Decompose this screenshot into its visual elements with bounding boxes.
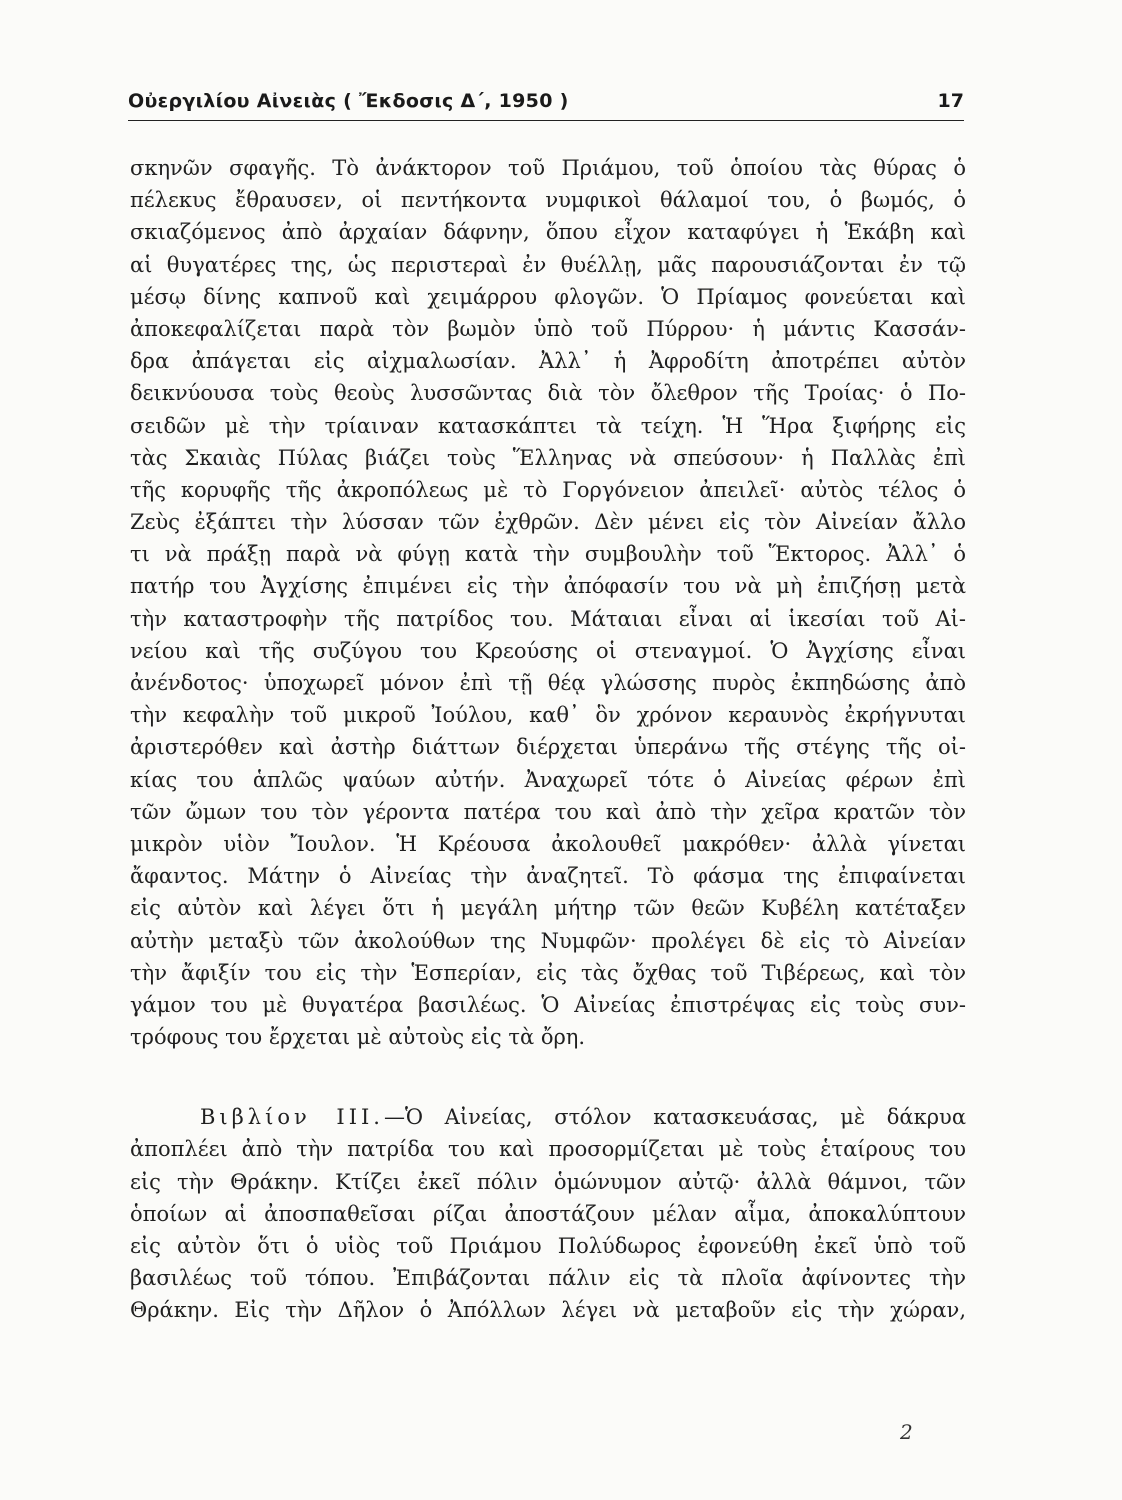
running-header: [128, 86, 964, 121]
text-line: ἀριστερόθεν καὶ ἀστὴρ διάττων διέρχεται ὑπεράνω τῆς στέγης τῆς οἰ-: [130, 735, 966, 760]
text-line: τὴν ἄφιξίν του εἰς τὴν Ἑσπερίαν, εἰς τὰς ὄχθας τοῦ Τιβέρεως, καὶ τὸν: [130, 960, 966, 985]
text-line: εἰς αὐτὸν ὅτι ὁ υἱὸς τοῦ Πριάμου Πολύδωρος ἐφονεύθη ἐκεῖ ὑπὸ τοῦ: [130, 1234, 966, 1258]
text-line: δρα ἀπάγεται εἰς αἰχμαλωσίαν. Ἀλλ᾿ ἡ Ἀφροδίτη ἀποτρέπει αὐτὸν: [130, 349, 966, 374]
text-line: μέσῳ δίνης καπνοῦ καὶ χειμάρρου φλογῶν. Ὁ Πρίαμος φονεύεται καὶ: [130, 284, 966, 309]
text-line-first: [130, 1101, 966, 1133]
text-line: σκηνῶν σφαγῆς. Τὸ ἀνάκτορον τοῦ Πριάμου, τοῦ ὁποίου τὰς θύρας ὁ: [130, 156, 966, 180]
text-line: γάμον του μὲ θυγατέρα βασιλέως. Ὁ Αἰνείας ἐπιστρέψας εἰς τοὺς συν-: [130, 992, 966, 1017]
text-line: ἀνένδοτος· ὑποχωρεῖ μόνον ἐπὶ τῇ θέᾳ γλώσσης πυρὸς ἐκπηδώσης ἀπὸ: [130, 671, 966, 695]
text-line: ἀποκεφαλίζεται παρὰ τὸν βωμὸν ὑπὸ τοῦ Πύρρου· ἡ μάντις Κασσάν-: [130, 316, 966, 341]
text-line: τὴν κεφαλὴν τοῦ μικροῦ Ἰούλου, καθ᾿ ὃν χρόνον κεραυνὸς ἐκρήγνυται: [130, 703, 966, 728]
text-line: ὁποίων αἱ ἀποσπαθεῖσαι ρίζαι ἀποστάζουν μέλαν αἷμα, ἀποκαλύπτουν: [130, 1201, 966, 1226]
first-line-rest: —Ὁ Αἰνείας, στόλον κατασκευάσας, μὲ δάκρυα: [383, 1105, 967, 1130]
page-number: 17: [937, 90, 964, 112]
paragraph-2: [130, 1101, 966, 1326]
text-line: τρόφους του ἔρχεται μὲ αὐτοὺς εἰς τὰ ὄρη.: [130, 1025, 586, 1050]
text-line: τῶν ὤμων του τὸν γέροντα πατέρα του καὶ ἀπὸ τὴν χεῖρα κρατῶν τὸν: [130, 799, 966, 824]
text-line: τὰς Σκαιὰς Πύλας βιάζει τοὺς Ἕλληνας νὰ σπεύσουν· ἡ Παλλὰς ἐπὶ: [130, 445, 966, 470]
text-line: τι νὰ πράξῃ παρὰ νὰ φύγῃ κατὰ τὴν συμβουλὴν τοῦ Ἕκτορος. Ἀλλ᾿ ὁ: [130, 542, 966, 567]
header-title: Οὐεργιλίου Αἰνειὰς ( Ἔκδοσις Δ΄, 1950 ): [128, 90, 569, 112]
paragraph-gap: [130, 1053, 966, 1101]
paragraph-1: [130, 152, 966, 1053]
text-line: δεικνύουσα τοὺς θεοὺς λυσσῶντας διὰ τὸν ὄλεθρον τῆς Τροίας· ὁ Πο-: [130, 381, 966, 406]
text-line: εἰς αὐτὸν καὶ λέγει ὅτι ἡ μεγάλη μήτηρ τῶν θεῶν Κυβέλη κατέταξεν: [130, 896, 966, 921]
text-line: μικρὸν υἱὸν Ἴουλον. Ἡ Κρέουσα ἀκολουθεῖ μακρόθεν· ἀλλὰ γίνεται: [130, 831, 966, 856]
text-line: κίας του ἁπλῶς ψαύων αὐτήν. Ἀναχωρεῖ τότε ὁ Αἰνείας φέρων ἐπὶ: [130, 767, 966, 792]
signature-mark: 2: [900, 1420, 913, 1444]
text-line: τὴν καταστροφὴν τῆς πατρίδος του. Μάταιαι εἶναι αἱ ἱκεσίαι τοῦ Αἰ-: [130, 606, 966, 631]
text-line: αἱ θυγατέρες της, ὡς περιστεραὶ ἐν θυέλλῃ, μᾶς παρουσιάζονται ἐν τῷ: [130, 252, 966, 277]
text-line: Θράκην. Εἰς τὴν Δῆλον ὁ Ἀπόλλων λέγει νὰ μεταβοῦν εἰς τὴν χώραν,: [130, 1298, 966, 1323]
text-line: ἄφαντος. Μάτην ὁ Αἰνείας τὴν ἀναζητεῖ. Τὸ φάσμα της ἐπιφαίνεται: [130, 864, 966, 889]
text-line: εἰς τὴν Θράκην. Κτίζει ἐκεῖ πόλιν ὁμώνυμον αὐτῷ· ἀλλὰ θάμνοι, τῶν: [130, 1169, 966, 1194]
text-line: τῆς κορυφῆς τῆς ἀκροπόλεως μὲ τὸ Γοργόνειον ἀπειλεῖ· αὐτὸς τέλος ὁ: [130, 477, 966, 502]
book-label: Βιβλίον III.: [200, 1105, 384, 1130]
text-line: Ζεὺς ἐξάπτει τὴν λύσσαν τῶν ἐχθρῶν. Δὲν μένει εἰς τὸν Αἰνείαν ἄλλο: [130, 510, 966, 535]
text-line: σειδῶν μὲ τὴν τρίαιναν κατασκάπτει τὰ τείχη. Ἡ Ἥρα ξιφήρης εἰς: [130, 413, 966, 438]
text-line: πέλεκυς ἔθραυσεν, οἱ πεντήκοντα νυμφικοὶ θάλαμοί του, ὁ βωμός, ὁ: [130, 188, 966, 213]
text-line: αὐτὴν μεταξὺ τῶν ἀκολούθων της Νυμφῶν· προλέγει δὲ εἰς τὸ Αἰνείαν: [130, 928, 966, 953]
body-text: [130, 152, 966, 1327]
text-line: ἀποπλέει ἀπὸ τὴν πατρίδα του καὶ προσορμίζεται μὲ τοὺς ἑταίρους του: [130, 1137, 966, 1162]
text-line: σκιαζόμενος ἀπὸ ἀρχαίαν δάφνην, ὅπου εἶχον καταφύγει ἡ Ἑκάβη καὶ: [130, 220, 966, 245]
text-line: βασιλέως τοῦ τόπου. Ἐπιβάζονται πάλιν εἰς τὰ πλοῖα ἀφίνοντες τὴν: [130, 1266, 966, 1291]
text-line: πατήρ του Ἀγχίσης ἐπιμένει εἰς τὴν ἀπόφασίν του νὰ μὴ ἐπιζήσῃ μετὰ: [130, 574, 966, 599]
text-line: νείου καὶ τῆς συζύγου του Κρεούσης οἱ στεναγμοί. Ὁ Ἀγχίσης εἶναι: [130, 638, 966, 663]
